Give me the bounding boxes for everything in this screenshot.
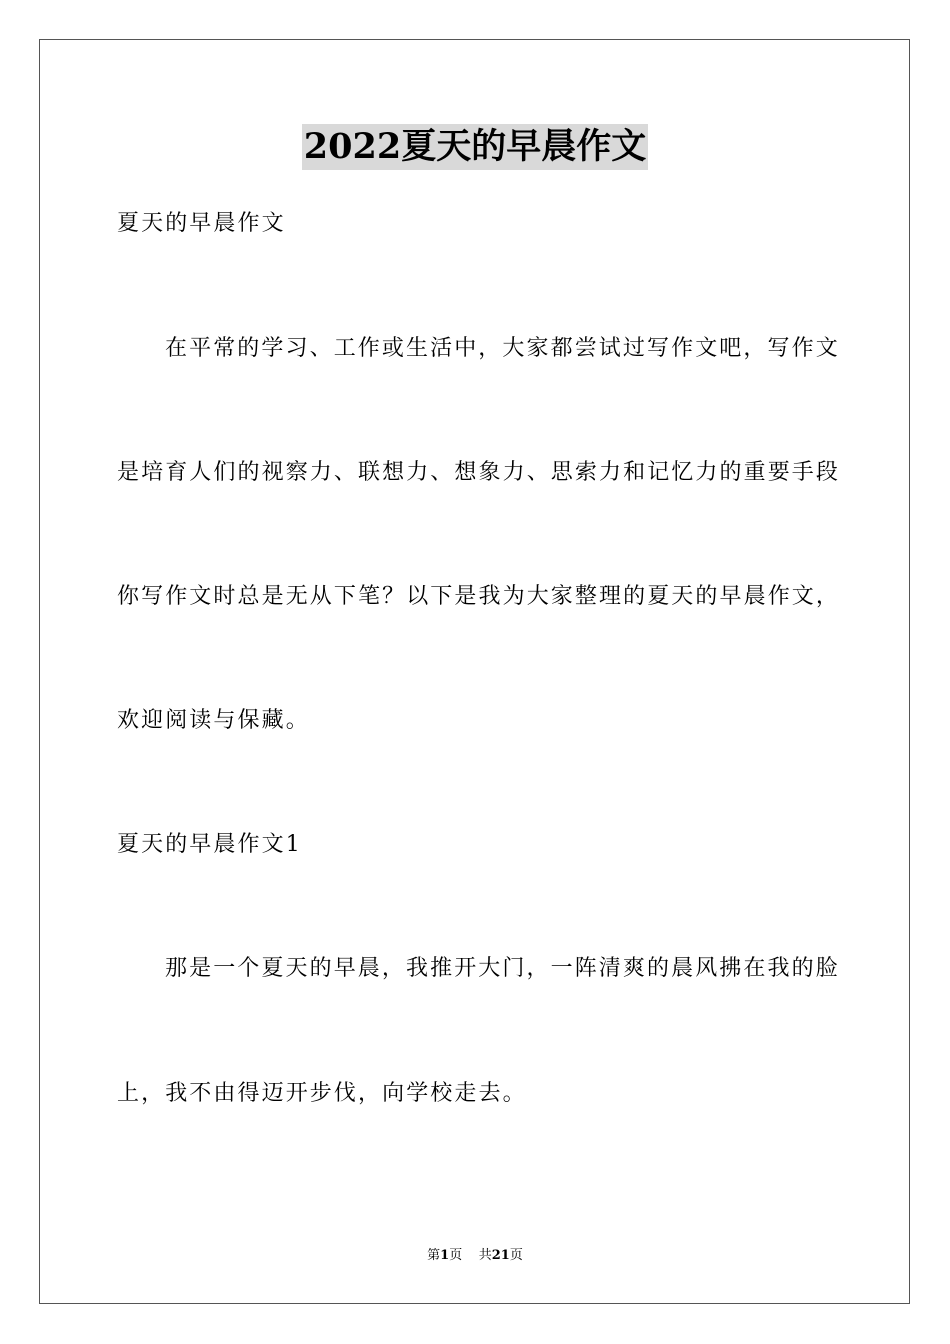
page-footer	[0, 1246, 950, 1266]
document-title: 2022夏天的早晨作文	[302, 124, 648, 170]
page-prefix: 第	[427, 1248, 441, 1263]
page-suffix: 页	[449, 1248, 463, 1263]
paragraph-line: 那是一个夏天的早晨，我推开大门，一阵清爽的晨风拂在我的脸	[165, 956, 840, 981]
paragraph-line: 是培育人们的视察力、联想力、想象力、思索力和记忆力的重要手段	[117, 460, 841, 485]
subtitle-line: 夏天的早晨作文	[117, 211, 286, 236]
section-heading: 夏天的早晨作文1	[117, 832, 302, 857]
title-container	[0, 124, 950, 170]
paragraph-line: 在平常的学习、工作或生活中，大家都尝试过写作文吧，写作文	[165, 336, 840, 361]
paragraph-line: 你写作文时总是无从下笔？以下是我为大家整理的夏天的早晨作文，	[117, 584, 841, 609]
total-suffix: 页	[509, 1248, 523, 1263]
total-pages: 21	[491, 1248, 510, 1263]
paragraph-line: 上，我不由得迈开步伐，向学校走去。	[117, 1081, 527, 1106]
paragraph-line: 欢迎阅读与保藏。	[117, 708, 310, 733]
page-number: 1	[440, 1248, 450, 1263]
total-prefix: 共	[478, 1248, 492, 1263]
